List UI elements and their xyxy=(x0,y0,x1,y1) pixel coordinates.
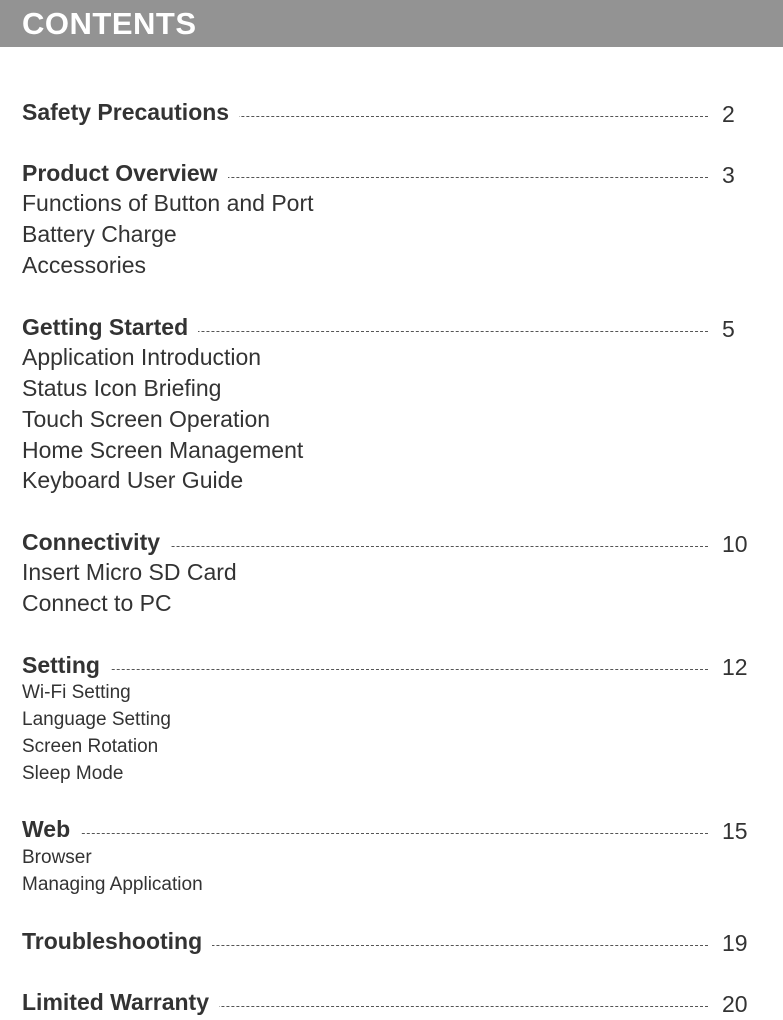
toc-entry-web[interactable] xyxy=(22,813,762,845)
toc-entry-connectivity[interactable] xyxy=(22,526,762,558)
subtopic-item[interactable]: Application Introduction xyxy=(22,344,262,370)
subtopic-item[interactable]: Browser xyxy=(22,847,92,868)
page-number: 10 xyxy=(722,531,748,557)
subtopic-item[interactable]: Sleep Mode xyxy=(22,763,124,784)
subtopic-item[interactable]: Battery Charge xyxy=(22,221,177,247)
page-number: 2 xyxy=(722,101,735,127)
dotted-leader xyxy=(22,669,708,670)
section-title: Safety Precautions xyxy=(22,96,239,128)
dotted-leader xyxy=(22,833,708,834)
section-title: Product Overview xyxy=(22,157,228,189)
page-number: 19 xyxy=(722,930,748,956)
subtopic-item[interactable]: Connect to PC xyxy=(22,590,172,616)
contents-title: CONTENTS xyxy=(22,6,197,41)
toc-entry-safety-precautions[interactable] xyxy=(22,96,762,128)
subtopic-item[interactable]: Keyboard User Guide xyxy=(22,467,244,493)
subtopic-item[interactable]: Status Icon Briefing xyxy=(22,375,222,401)
subtopic-item[interactable]: Managing Application xyxy=(22,874,203,895)
page-number: 3 xyxy=(722,162,735,188)
section-title: Limited Warranty xyxy=(22,986,219,1018)
subtopic-item[interactable]: Wi-Fi Setting xyxy=(22,682,131,703)
section-title: Web xyxy=(22,813,80,845)
toc-entry-limited-warranty[interactable] xyxy=(22,986,762,1018)
section-title: Connectivity xyxy=(22,526,170,558)
toc-entry-product-overview[interactable] xyxy=(22,157,762,189)
subtopic-item[interactable]: Home Screen Management xyxy=(22,437,304,463)
subtopic-item[interactable]: Accessories xyxy=(22,252,146,278)
section-title: Setting xyxy=(22,649,110,681)
subtopic-item[interactable]: Touch Screen Operation xyxy=(22,406,271,432)
toc-entry-getting-started[interactable] xyxy=(22,311,762,343)
subtopic-item[interactable]: Functions of Button and Port xyxy=(22,190,314,216)
contents-header-bar xyxy=(0,0,783,47)
page-number: 12 xyxy=(722,654,748,680)
page-number: 5 xyxy=(722,316,735,342)
section-title: Troubleshooting xyxy=(22,925,212,957)
subtopic-item[interactable]: Insert Micro SD Card xyxy=(22,559,237,585)
toc-entry-setting[interactable] xyxy=(22,649,762,681)
subtopic-item[interactable]: Language Setting xyxy=(22,709,171,730)
subtopic-item[interactable]: Screen Rotation xyxy=(22,736,159,757)
section-title: Getting Started xyxy=(22,311,198,343)
page-number: 20 xyxy=(722,991,748,1017)
page-number: 15 xyxy=(722,818,748,844)
toc-entry-troubleshooting[interactable] xyxy=(22,925,762,957)
